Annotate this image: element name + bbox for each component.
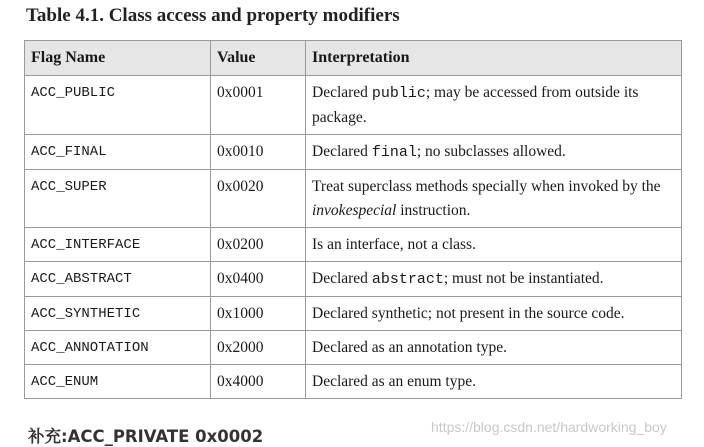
table-row xyxy=(25,297,682,331)
interpretation-cell: Declared synthetic; not present in the source code. xyxy=(306,297,682,331)
flag-name-cell: ACC_INTERFACE xyxy=(25,228,211,262)
table-row xyxy=(25,170,682,228)
interp-keyword: enum xyxy=(407,373,442,390)
table-row xyxy=(25,135,682,170)
interp-text: instruction. xyxy=(396,202,471,219)
value-cell: 0x0200 xyxy=(211,228,306,262)
table-header-row xyxy=(25,41,682,76)
value-cell: 0x1000 xyxy=(211,297,306,331)
flag-name-cell: ACC_ENUM xyxy=(25,365,211,399)
interp-text: Declared xyxy=(312,84,372,101)
flag-name-cell: ACC_SUPER xyxy=(25,170,211,228)
value-cell: 0x0020 xyxy=(211,170,306,228)
table-row xyxy=(25,262,682,297)
value-cell: 0x0010 xyxy=(211,135,306,170)
table-row xyxy=(25,76,682,135)
header-interpretation: Interpretation xyxy=(306,41,682,76)
table-caption: Table 4.1. Class access and property modifiers xyxy=(26,5,400,26)
flag-name-cell: ACC_ABSTRACT xyxy=(25,262,211,297)
interp-text: Declared xyxy=(312,270,372,287)
watermark: https://blog.csdn.net/hardworking_boy xyxy=(431,419,667,435)
supplement-note: 补充:ACC_PRIVATE 0x0002 xyxy=(28,427,264,446)
interpretation-cell: Declared as an annotation type. xyxy=(306,331,682,365)
header-value: Value xyxy=(211,41,306,76)
interp-text: Treat superclass methods specially when invoked by the xyxy=(312,178,661,195)
interp-text: ; no subclasses allowed. xyxy=(416,143,566,160)
flag-name-cell: ACC_ANNOTATION xyxy=(25,331,211,365)
flag-name-cell: ACC_PUBLIC xyxy=(25,76,211,135)
header-flag-name: Flag Name xyxy=(25,41,211,76)
interp-keyword: abstract xyxy=(371,271,444,288)
interp-keyword: public xyxy=(371,85,426,102)
value-cell: 0x0001 xyxy=(211,76,306,135)
value-cell: 0x0400 xyxy=(211,262,306,297)
access-flags-table xyxy=(24,40,682,399)
value-cell: 0x4000 xyxy=(211,365,306,399)
interp-text: type. xyxy=(441,373,476,390)
value-cell: 0x2000 xyxy=(211,331,306,365)
interp-text: ; may be accessed from outside its package. xyxy=(312,84,639,126)
table-row xyxy=(25,331,682,365)
interpretation-cell xyxy=(306,76,682,135)
interp-keyword: final xyxy=(371,144,417,161)
flag-name-cell: ACC_SYNTHETIC xyxy=(25,297,211,331)
interpretation-cell: Is an interface, not a class. xyxy=(306,228,682,262)
interp-text: ; must not be instantiated. xyxy=(443,270,604,287)
table-row xyxy=(25,228,682,262)
interp-text: Declared as an xyxy=(312,373,408,390)
interpretation-cell xyxy=(306,135,682,170)
interpretation-cell xyxy=(306,170,682,228)
interpretation-cell xyxy=(306,365,682,399)
flag-name-cell: ACC_FINAL xyxy=(25,135,211,170)
interp-text: Declared xyxy=(312,143,372,160)
interp-italic: invokespecial xyxy=(312,202,397,219)
interpretation-cell xyxy=(306,262,682,297)
table-row xyxy=(25,365,682,399)
